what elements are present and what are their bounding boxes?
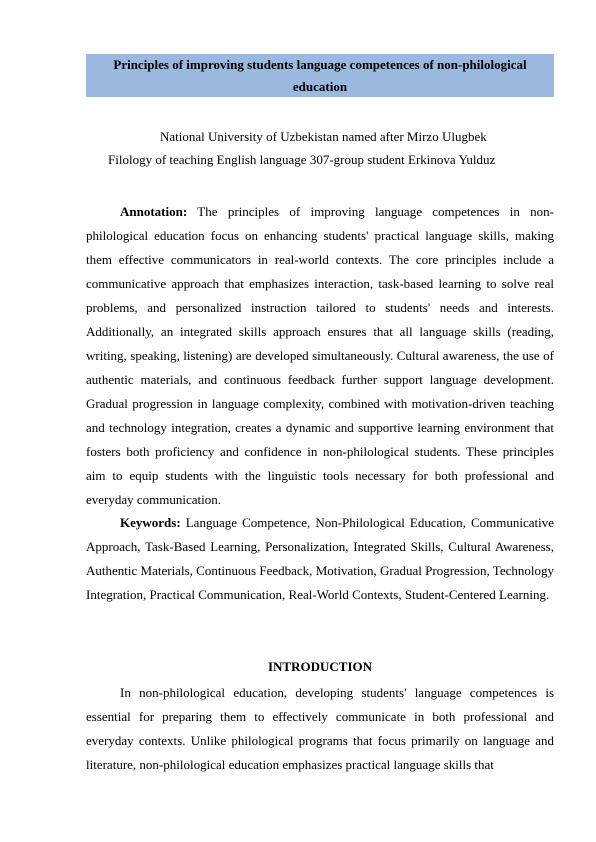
keywords-text: Language Competence, Non-Philological Education, Communicative Approach, Task-Based Learning, Personalization, Integrated Skills, Cultural Awareness, Authentic Materials, Continuous Feedback, Motivation, Gradual Progression, Technology Integration, Practical Communication, Real-World Contexts, Student-Centered Learning. [86,515,554,602]
annotation-paragraph [86,200,554,512]
keywords-paragraph [86,511,554,607]
paper-title-line-1: Principles of improving students language competences of non-philological [113,57,527,72]
keywords-section [86,511,554,607]
keywords-label: Keywords: [120,515,181,530]
university-affiliation: National University of Uzbekistan named after Mirzo Ulugbek [160,129,487,144]
annotation-text: The principles of improving language competences in non-philological education focus on enhancing students' practical language skills, making them effective communicators in real-world contexts. The core principles include a communicative approach that emphasizes interaction, task-based learning to solve real problems, and personalized instruction tailored to students' needs and interests. Additionally, an integrated skills approach ensures that all language skills (reading, writing, speaking, listening) are developed simultaneously. Cultural awareness, the use of authentic materials, and continuous feedback further support language development. Gradual progression in language complexity, combined with motivation-driven teaching and technology integration, creates a dynamic and supportive learning environment that fosters both proficiency and confidence in non-philological students. These principles aim to equip students with the linguistic tools necessary for both professional and everyday communication. [86,204,555,507]
introduction-section [86,681,554,777]
introduction-heading: INTRODUCTION [267,659,372,674]
annotation-label: Annotation: [120,204,188,219]
introduction-paragraph: In non-philological education, developing students' language competences is essential for preparing them to effectively communicate in both professional and everyday contexts. Unlike philological programs that focus primarily on language and literature, non-philological education emphasizes practical language skills that [86,685,554,772]
paper-title [86,54,554,97]
paper-title-line-2: education [292,79,348,94]
author-line: Filology of teaching English language 307-group student Erkinova Yulduz [108,152,496,167]
annotation-section [86,200,554,512]
